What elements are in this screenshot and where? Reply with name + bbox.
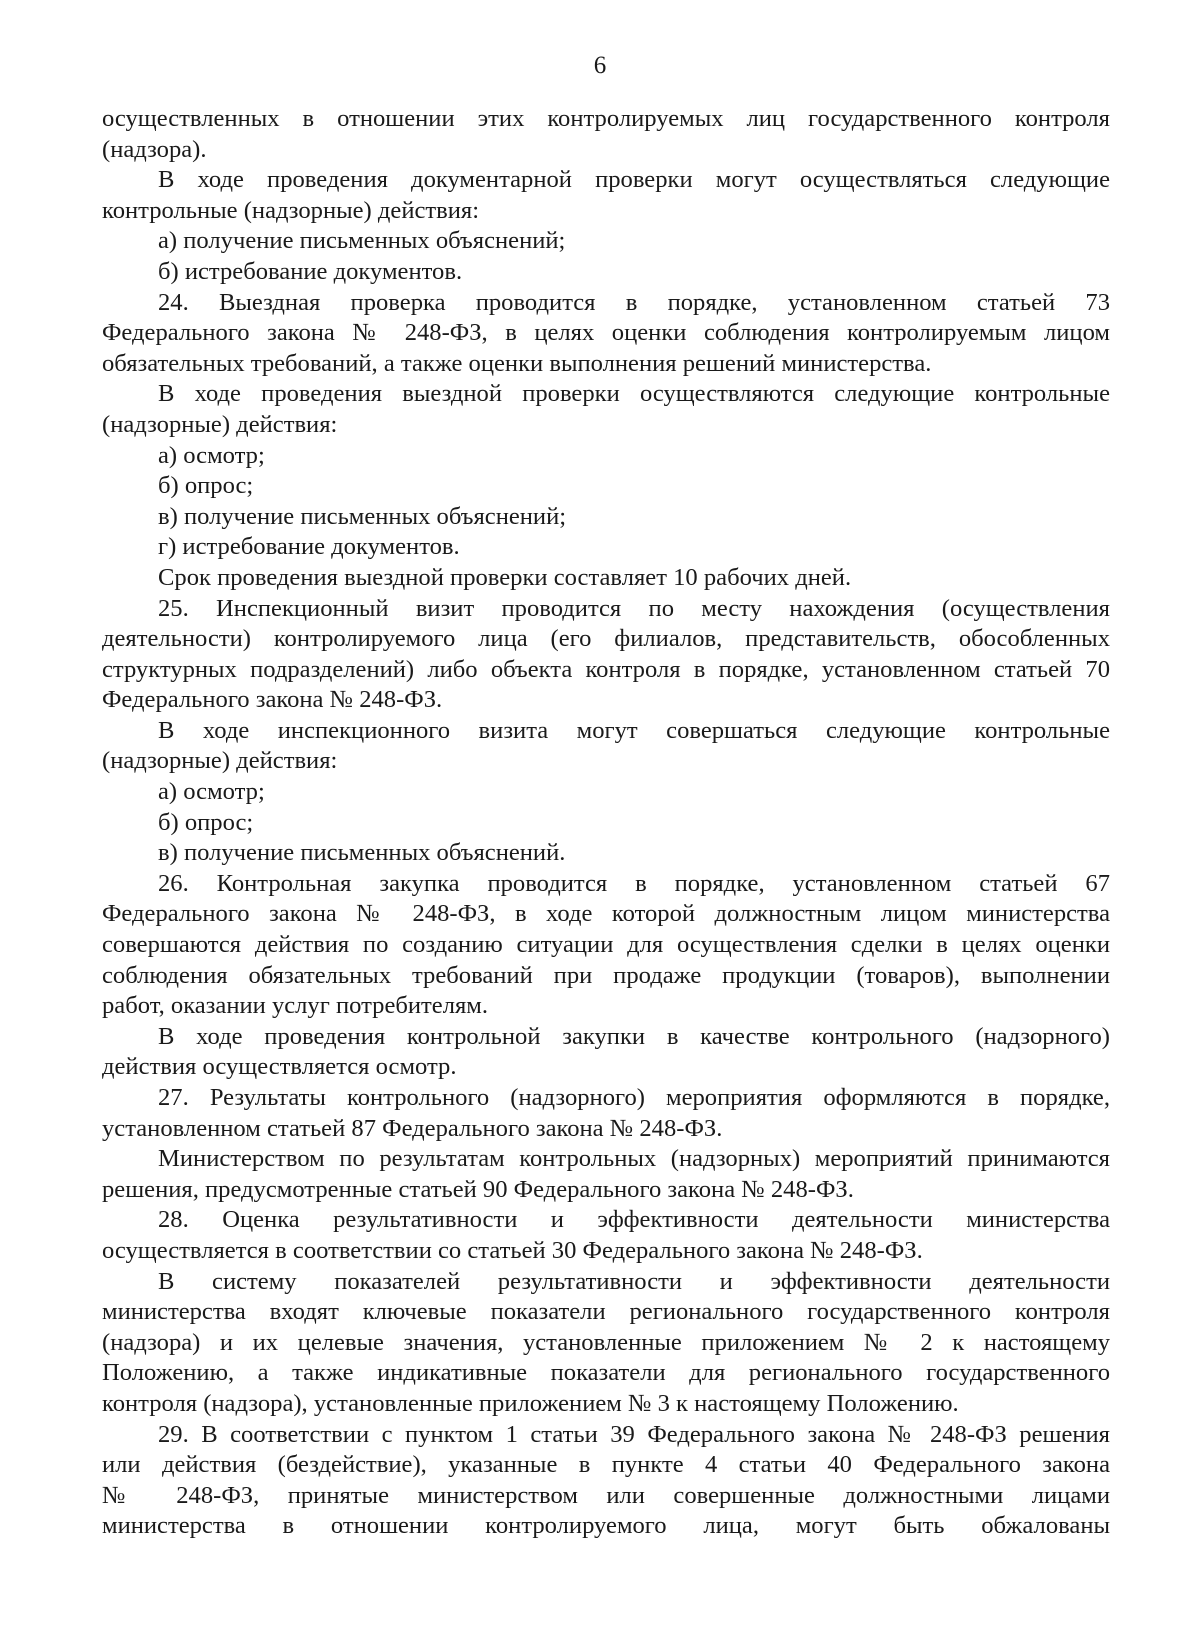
list-item: а) осмотр; xyxy=(158,778,265,806)
text-line: министерства входят ключевые показатели регионального государственного контроля xyxy=(102,1298,1110,1326)
text-line: работ, оказании услуг потребителям. xyxy=(102,992,488,1020)
list-item: б) опрос; xyxy=(158,808,254,836)
list-item: б) истребование документов. xyxy=(158,257,463,285)
document-body xyxy=(102,104,1110,1542)
text-line: обязательных требований, а также оценки выполнения решений министерства. xyxy=(102,349,932,377)
paragraph-26-line: 26. Контрольная закупка проводится в порядке, установленном статьей 67 xyxy=(158,869,1110,897)
text-line: установленном статьей 87 Федерального закона № 248-ФЗ. xyxy=(102,1114,723,1142)
text-line: (надзора) и их целевые значения, установленные приложением № 2 к настоящему xyxy=(102,1328,1110,1356)
text-line: структурных подразделений) либо объекта контроля в порядке, установленном статьей 70 xyxy=(102,655,1110,683)
text-line: действия осуществляется осмотр. xyxy=(102,1053,457,1081)
text-line: совершаются действия по созданию ситуации для осуществления сделки в целях оценки xyxy=(102,931,1110,959)
list-item: а) получение письменных объяснений; xyxy=(158,227,566,255)
text-line: В ходе проведения контрольной закупки в качестве контрольного (надзорного) xyxy=(158,1022,1110,1050)
text-line: В ходе инспекционного визита могут совершаться следующие контрольные xyxy=(158,716,1110,744)
list-item: а) осмотр; xyxy=(158,441,265,469)
text-line: Срок проведения выездной проверки составляет 10 рабочих дней. xyxy=(158,563,852,591)
paragraph-24-line: 24. Выездная проверка проводится в порядке, установленном статьей 73 xyxy=(158,288,1110,316)
text-line: Федерального закона № 248-ФЗ, в ходе которой должностным лицом министерства xyxy=(102,900,1110,928)
text-line: (надзорные) действия: xyxy=(102,410,338,438)
text-line: Министерством по результатам контрольных (надзорных) мероприятий принимаются xyxy=(158,1145,1110,1173)
text-line: В ходе проведения документарной проверки могут осуществляться следующие xyxy=(158,166,1110,194)
text-line: Положению, а также индикативные показатели для регионального государственного xyxy=(102,1359,1110,1387)
text-line: В ходе проведения выездной проверки осуществляются следующие контрольные xyxy=(158,380,1110,408)
text-line: В систему показателей результативности и эффективности деятельности xyxy=(158,1267,1110,1295)
text-line: соблюдения обязательных требований при продаже продукции (товаров), выполнении xyxy=(102,961,1110,989)
text-line: деятельности) контролируемого лица (его филиалов, представительств, обособленных xyxy=(102,625,1110,653)
list-item: в) получение письменных объяснений; xyxy=(158,502,567,530)
text-line: Федерального закона № 248-ФЗ. xyxy=(102,686,443,714)
list-item: б) опрос; xyxy=(158,472,254,500)
text-line: контроля (надзора), установленные приложением № 3 к настоящему Положению. xyxy=(102,1389,959,1417)
list-item: в) получение письменных объяснений. xyxy=(158,839,566,867)
text-line: контрольные (надзорные) действия: xyxy=(102,196,480,224)
paragraph-29-line: 29. В соответствии с пунктом 1 статьи 39 Федерального закона № 248-ФЗ решения xyxy=(158,1420,1110,1448)
text-line: решения, предусмотренные статьей 90 Федерального закона № 248-ФЗ. xyxy=(102,1175,854,1203)
paragraph-25-line: 25. Инспекционный визит проводится по месту нахождения (осуществления xyxy=(158,594,1110,622)
text-line: (надзорные) действия: xyxy=(102,747,338,775)
text-line: осуществленных в отношении этих контролируемых лиц государственного контроля xyxy=(102,105,1110,132)
text-line: Федерального закона № 248-ФЗ, в целях оценки соблюдения контролируемым лицом xyxy=(102,319,1110,347)
text-line: министерства в отношении контролируемого лица, могут быть обжалованы xyxy=(102,1512,1110,1540)
text-line: № 248-ФЗ, принятые министерством или совершенные должностными лицами xyxy=(102,1481,1110,1509)
paragraph-28-line: 28. Оценка результативности и эффективности деятельности министерства xyxy=(158,1206,1110,1234)
page-number: 6 xyxy=(593,52,607,79)
text-line: (надзора). xyxy=(102,135,207,163)
paragraph-27-line: 27. Результаты контрольного (надзорного) мероприятия оформляются в порядке, xyxy=(158,1084,1110,1111)
list-item: г) истребование документов. xyxy=(158,533,460,561)
text-line: или действия (бездействие), указанные в пункте 4 статьи 40 Федерального закона xyxy=(102,1451,1110,1479)
text-line: осуществляется в соответствии со статьей 30 Федерального закона № 248-ФЗ. xyxy=(102,1236,923,1264)
